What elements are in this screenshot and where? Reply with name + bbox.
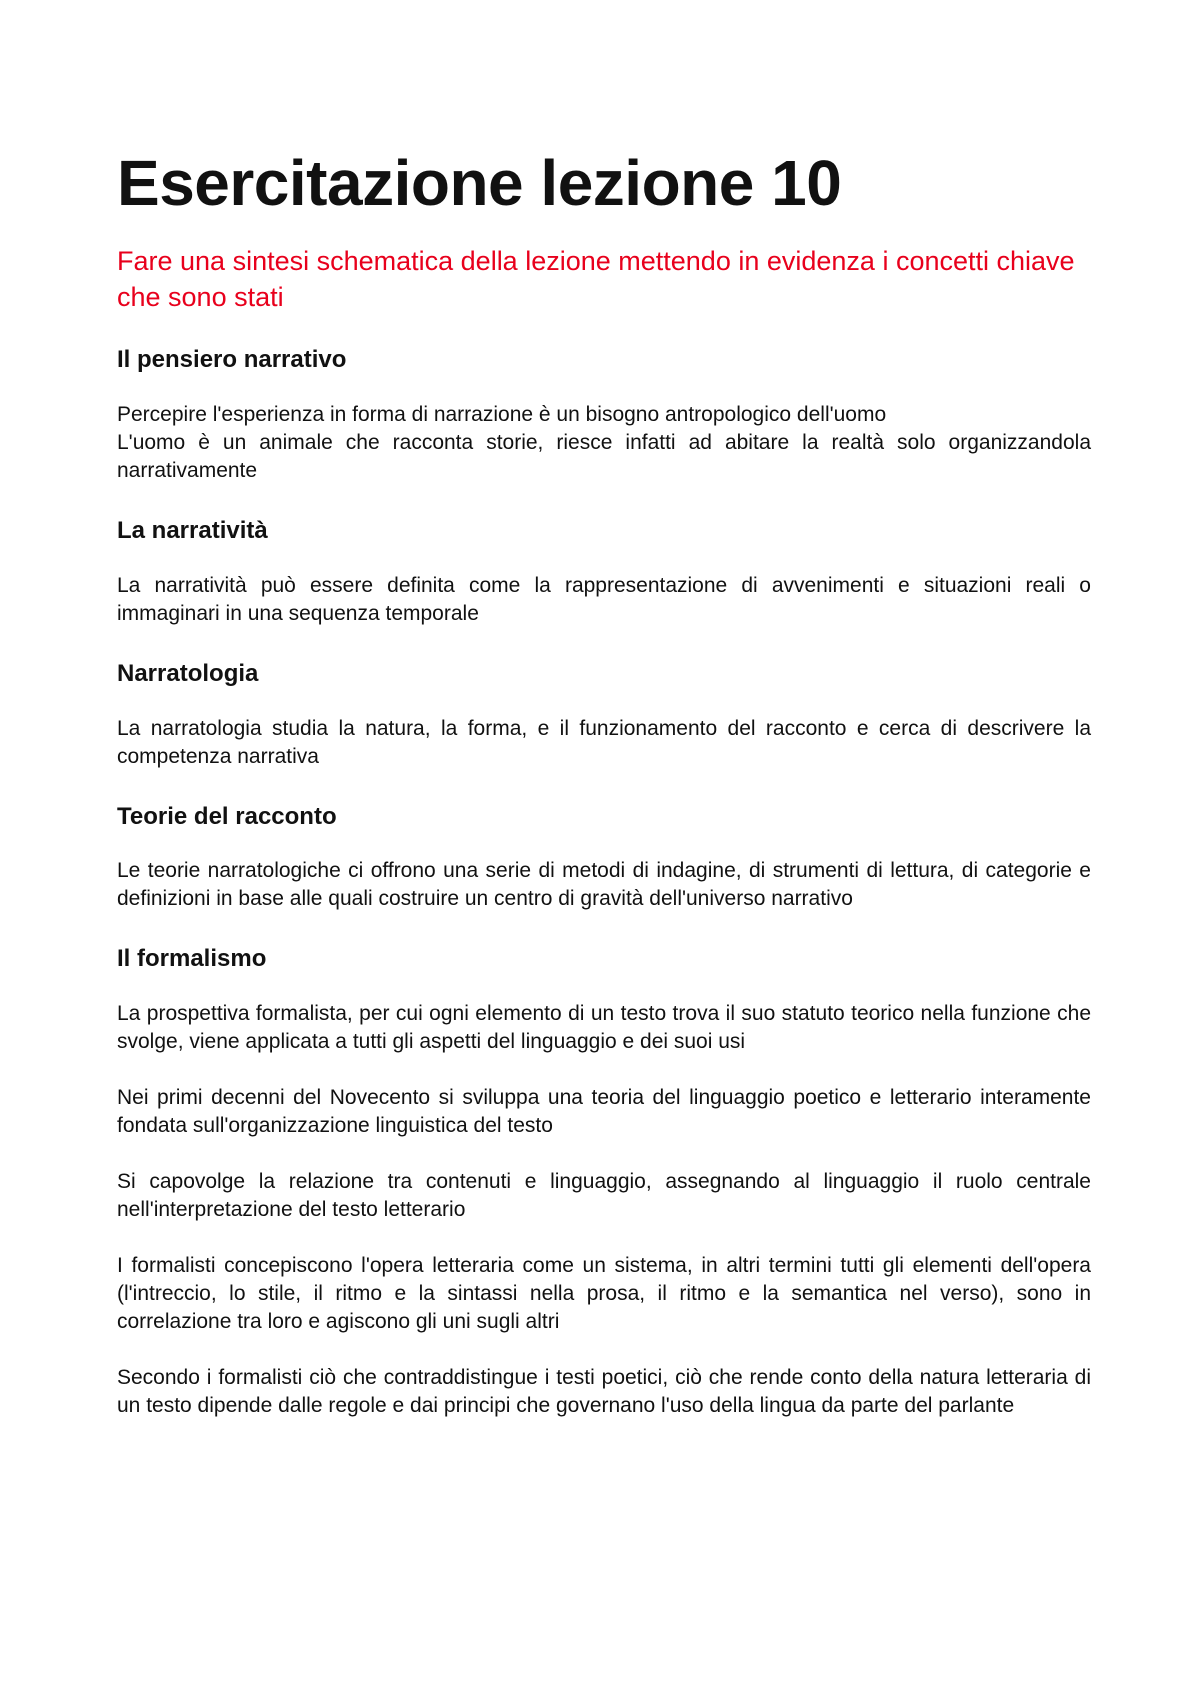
section-paragraph: Nei primi decenni del Novecento si sviluppa una teoria del linguaggio poetico e letterario interamente fondata sull'organizzazione linguistica del testo xyxy=(117,1086,1091,1138)
section-paragraph: Le teorie narratologiche ci offrono una serie di metodi di indagine, di strumenti di lettura, di categorie e definizioni in base alle quali costruire un centro di gravità dell'universo narrativo xyxy=(117,859,1091,911)
section-heading-teorie-del-racconto: Teorie del racconto xyxy=(117,802,337,830)
section-heading-narratologia: Narratologia xyxy=(117,659,259,687)
assignment-instruction: Fare una sintesi schematica della lezione mettendo in evidenza i concetti chiave che sono stati xyxy=(117,246,1075,313)
section-paragraph: L'uomo è un animale che racconta storie, riesce infatti ad abitare la realtà solo organizzandola narrativamente xyxy=(117,431,1091,482)
section-paragraph: Percepire l'esperienza in forma di narrazione è un bisogno antropologico dell'uomo xyxy=(117,403,887,426)
section-heading-formalismo: Il formalismo xyxy=(117,945,267,973)
section-paragraph: La narratività può essere definita come la rappresentazione di avvenimenti e situazioni reali o immaginari in una sequenza temporale xyxy=(117,573,1091,625)
document-page xyxy=(117,148,1091,1420)
section-paragraph: La narratologia studia la natura, la forma, e il funzionamento del racconto e cerca di descrivere la competenza narrativa xyxy=(117,716,1091,768)
section-paragraph: Secondo i formalisti ciò che contraddistingue i testi poetici, ciò che rende conto della natura letteraria di un testo dipende dalle regole e dai principi che governano l'uso della lingua da parte del parlante xyxy=(117,1366,1091,1418)
section-heading-pensiero-narrativo: Il pensiero narrativo xyxy=(117,346,347,374)
section-paragraph: I formalisti concepiscono l'opera letteraria come un sistema, in altri termini tutti gli elementi dell'opera (l'intreccio, lo stile, il ritmo e la sintassi nella prosa, il ritmo e la semantica nel verso), sono in correlazione tra loro e agiscono gli uni sugli altri xyxy=(117,1254,1091,1334)
section-heading-narrativita: La narratività xyxy=(117,517,268,544)
section-paragraph: La prospettiva formalista, per cui ogni elemento di un testo trova il suo statuto teorico nella funzione che svolge, viene applicata a tutti gli aspetti del linguaggio e dei suoi usi xyxy=(117,1002,1091,1054)
section-paragraph: Si capovolge la relazione tra contenuti e linguaggio, assegnando al linguaggio il ruolo centrale nell'interpretazione del testo letterario xyxy=(117,1170,1091,1222)
document-title: Esercitazione lezione 10 xyxy=(117,147,842,219)
